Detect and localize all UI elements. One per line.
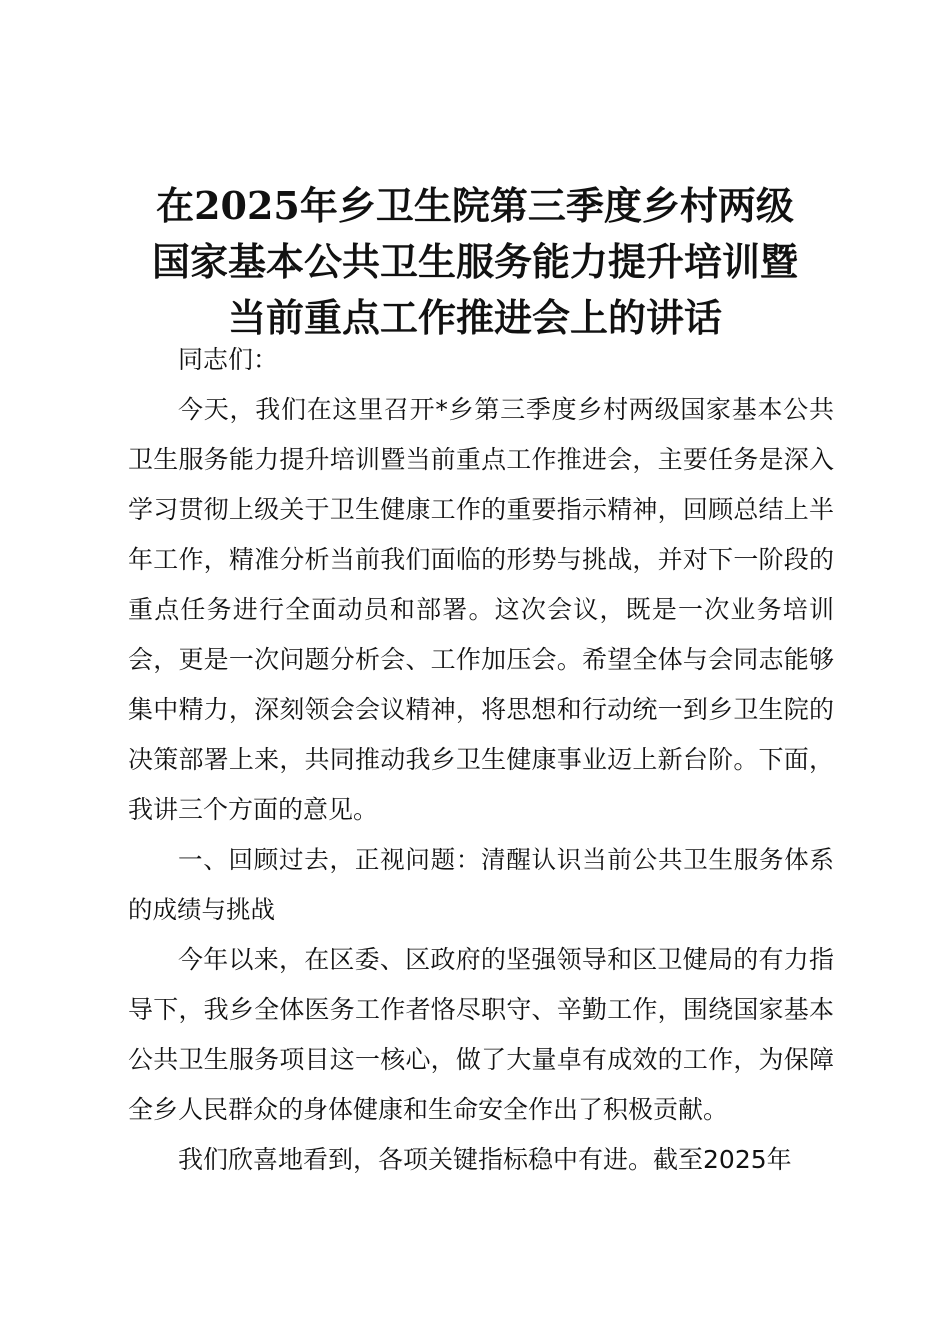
title-line-1: 在2025年乡卫生院第三季度乡村两级 [156,183,794,228]
document-body [128,335,834,1185]
body-paragraph: 今天，我们在这里召开*乡第三季度乡村两级国家基本公共卫生服务能力提升培训暨当前重点工作推进会，主要任务是深入学习贯彻上级关于卫生健康工作的重要指示精神，回顾总结上半年工作，精准分析当前我们面临的形势与挑战，并对下一阶段的重点任务进行全面动员和部署。这次会议，既是一次业务培训会，更是一次问题分析会、工作加压会。希望全体与会同志能够集中精力，深刻领会会议精神，将思想和行动统一到乡卫生院的决策部署上来，共同推动我乡卫生健康事业迈上新台阶。下面，我讲三个方面的意见。 [128,395,834,824]
title-line-3: 当前重点工作推进会上的讲话 [227,295,722,340]
section-heading: 一、回顾过去，正视问题：清醒认识当前公共卫生服务体系的成绩与挑战 [128,845,834,924]
body-paragraph: 我们欣喜地看到，各项关键指标稳中有进。截至2025年 [178,1145,792,1174]
body-paragraph: 今年以来，在区委、区政府的坚强领导和区卫健局的有力指导下，我乡全体医务工作者恪尽职守、辛勤工作，围绕国家基本公共卫生服务项目这一核心，做了大量卓有成效的工作，为保障全乡人民群众的身体健康和生命安全作出了积极贡献。 [128,945,834,1124]
title-line-2: 国家基本公共卫生服务能力提升培训暨 [151,239,798,284]
document-title [100,178,850,346]
salutation: 同志们： [178,345,279,374]
